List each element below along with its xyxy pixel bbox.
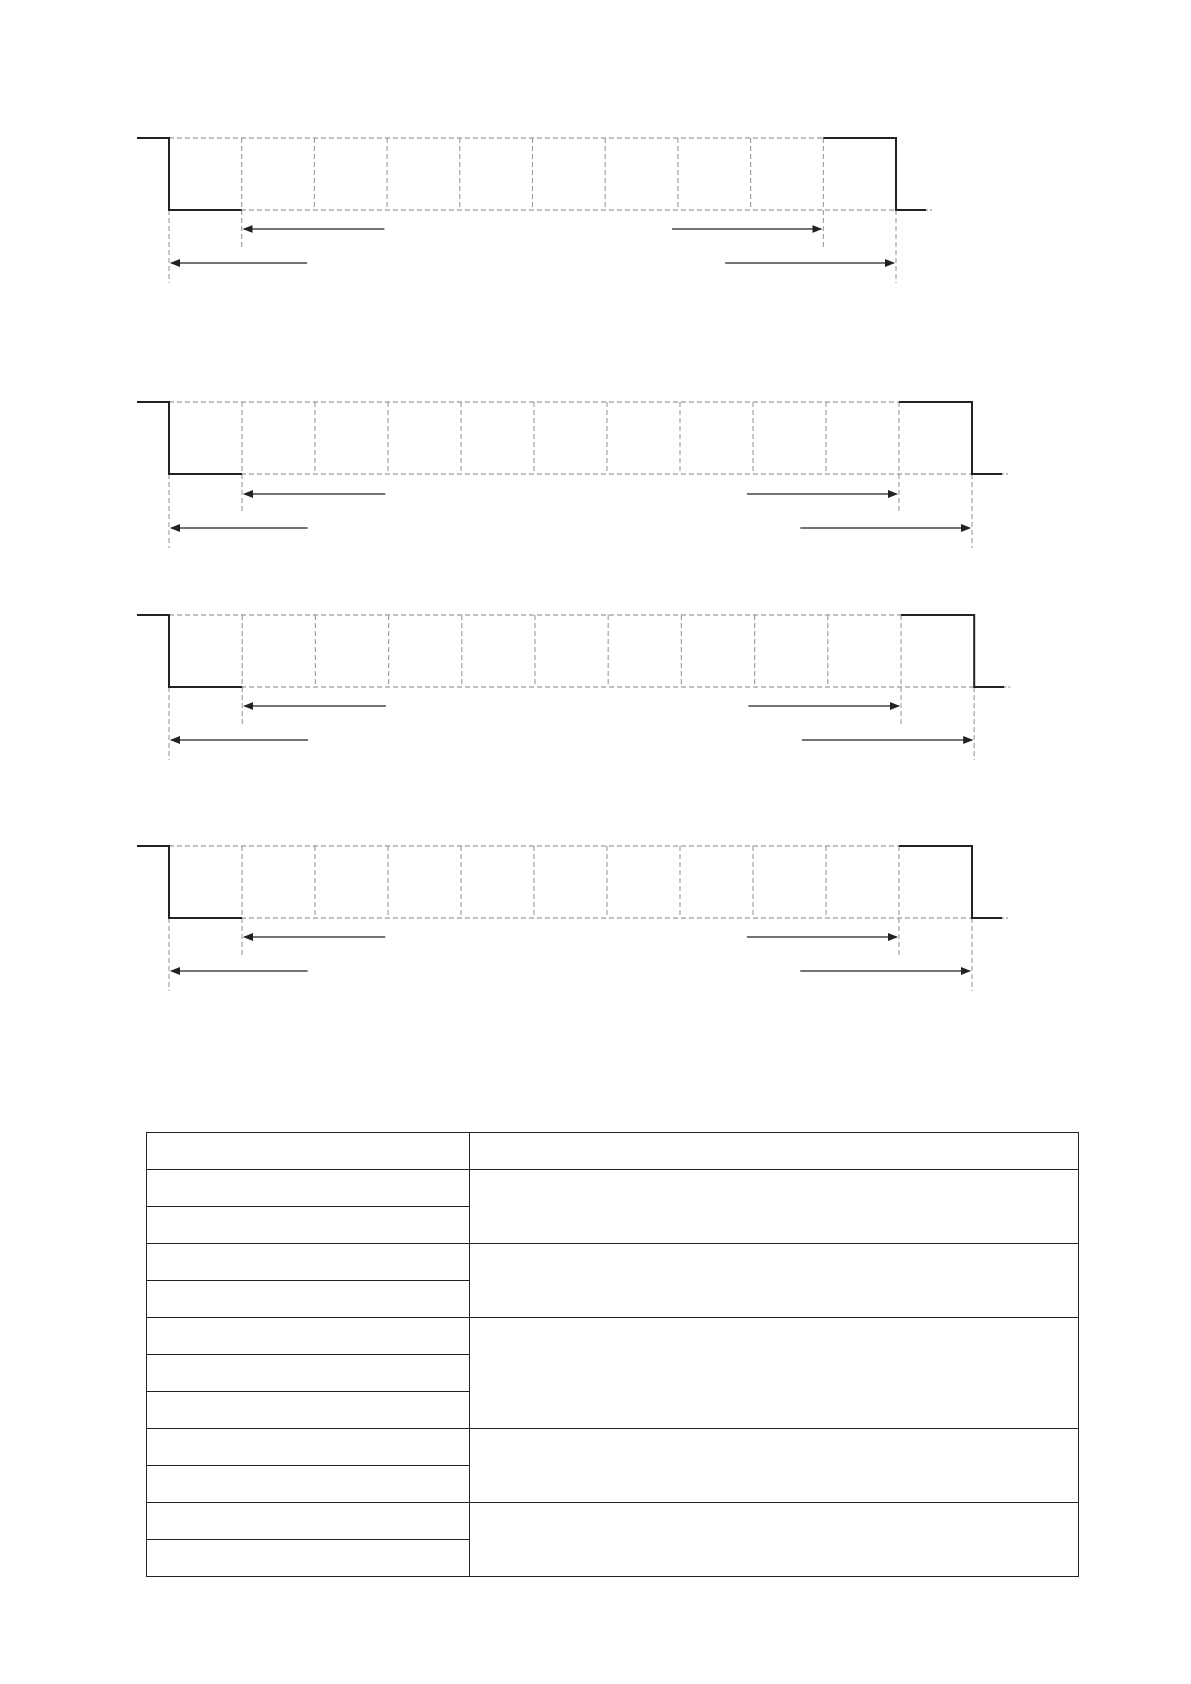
table-header-cell	[470, 1133, 1079, 1170]
table-header-cell	[147, 1133, 470, 1170]
table-row	[147, 1244, 1079, 1281]
signal-start-bit	[137, 138, 242, 210]
table-cell-left	[147, 1244, 470, 1281]
table-row	[147, 1503, 1079, 1540]
table-row	[147, 1170, 1079, 1207]
table-cell-left	[147, 1281, 470, 1318]
table-row	[147, 1429, 1079, 1466]
table-cell-left	[147, 1318, 470, 1355]
table-cell-right	[470, 1503, 1079, 1577]
table-cell-left	[147, 1466, 470, 1503]
table-cell-left	[147, 1429, 470, 1466]
table-header-row	[147, 1133, 1079, 1170]
table-cell-right	[470, 1244, 1079, 1318]
signal-stop-bit	[823, 138, 926, 210]
table-cell-right	[470, 1318, 1079, 1429]
signal-start-bit	[137, 846, 242, 918]
table-cell-left	[147, 1207, 470, 1244]
table-cell-left	[147, 1392, 470, 1429]
frame-format-table	[146, 1132, 1079, 1577]
signal-stop-bit	[899, 402, 1002, 474]
table-cell-left	[147, 1170, 470, 1207]
signal-stop-bit	[899, 846, 1002, 918]
signal-start-bit	[137, 402, 242, 474]
table-cell-left	[147, 1355, 470, 1392]
signal-start-bit	[137, 615, 242, 687]
table-row	[147, 1318, 1079, 1355]
signal-stop-bit	[901, 615, 1004, 687]
table-cell-right	[470, 1429, 1079, 1503]
table-cell-left	[147, 1540, 470, 1577]
table-cell-right	[470, 1170, 1079, 1244]
table-cell-left	[147, 1503, 470, 1540]
